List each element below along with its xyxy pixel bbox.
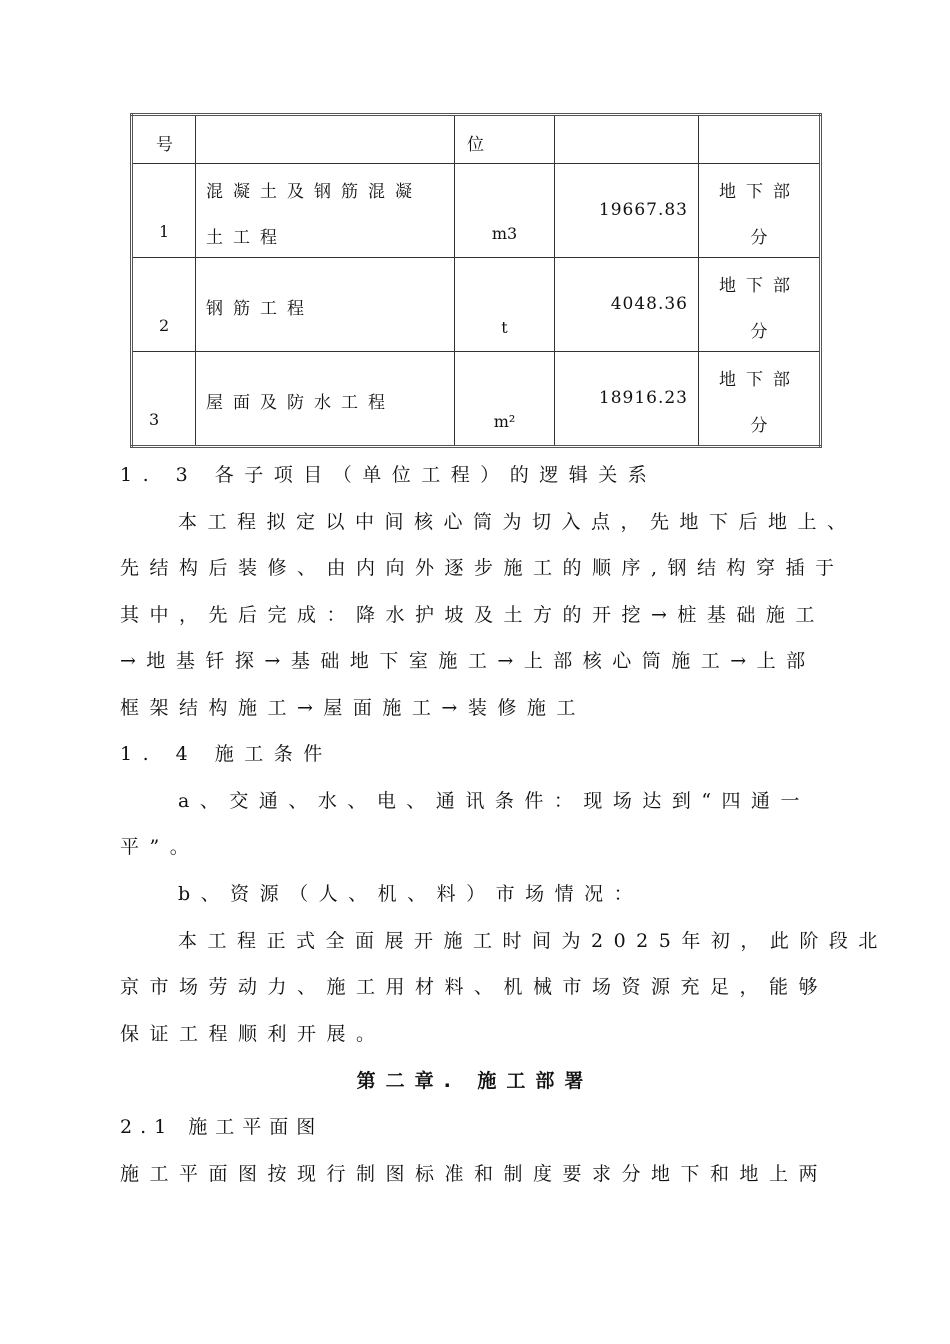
row-no-cell [132, 352, 196, 447]
row-name-line1: 混凝土及钢筋混凝 [206, 182, 422, 202]
row-qty: 19667.83 [598, 200, 688, 220]
row-remark-line1: 地下部 [719, 370, 800, 390]
paragraph-line: 其中，先后完成：降水护坡及土方的开挖→桩基础施工 [120, 604, 825, 626]
table-row [132, 352, 821, 447]
row-no-cell [132, 164, 196, 258]
table-row [132, 258, 821, 352]
chapter-heading: 第二章. 施工部署 [356, 1070, 594, 1092]
paragraph-line: →地基钎探→基础地下室施工→上部核心筒施工→上部 [120, 650, 816, 672]
paragraph-line: 施工平面图按现行制图标准和制度要求分地下和地上两 [120, 1163, 829, 1185]
row-remark-line2: 分 [750, 416, 768, 436]
row-no-cell [132, 258, 196, 352]
row-remark-line1: 地下部 [719, 182, 800, 202]
header-no: 号 [156, 135, 173, 155]
row-unit: t [501, 318, 508, 337]
row-name-cell [196, 258, 455, 352]
table-row [132, 164, 821, 258]
header-remark-cell [699, 115, 821, 164]
header-qty-cell [555, 115, 699, 164]
section-1-3-heading: 1. 3 各子项目（单位工程）的逻辑关系 [120, 464, 658, 486]
paragraph-line: 本工程拟定以中间核心筒为切入点，先地下后地上、 [178, 511, 857, 533]
table-header-row [132, 115, 821, 164]
paragraph-line: 平”。 [120, 836, 200, 858]
row-unit-cell [455, 164, 555, 258]
header-name-cell [196, 115, 455, 164]
row-unit: m3 [491, 224, 518, 243]
header-unit: 位 [467, 135, 484, 155]
paragraph-line: 保证工程顺利开展。 [120, 1023, 386, 1045]
header-unit-cell [455, 115, 555, 164]
paragraph-line: 框架结构施工→屋面施工→装修施工 [120, 697, 586, 719]
row-no: 2 [159, 316, 170, 335]
row-name: 屋面及防水工程 [206, 393, 395, 413]
row-remark-cell [699, 258, 821, 352]
row-remark-line1: 地下部 [719, 276, 800, 296]
row-no: 1 [159, 222, 170, 241]
paragraph-line: b、资源（人、机、料）市场情况： [178, 883, 644, 905]
quantity-table [130, 113, 822, 448]
row-qty: 18916.23 [598, 388, 688, 408]
paragraph-line: 本工程正式全面展开施工时间为2025年初，此阶段北 [178, 930, 888, 952]
row-remark-line2: 分 [750, 322, 768, 342]
paragraph-line: 京市场劳动力、施工用材料、机械市场资源充足，能够 [120, 976, 829, 998]
row-unit-cell [455, 258, 555, 352]
row-qty: 4048.36 [610, 294, 688, 314]
row-qty-cell [555, 164, 699, 258]
row-name-cell [196, 352, 455, 447]
section-1-4-heading: 1. 4 施工条件 [120, 743, 333, 765]
row-remark-cell [699, 164, 821, 258]
header-no-cell [132, 115, 196, 164]
row-qty-cell [555, 258, 699, 352]
row-unit-cell [455, 352, 555, 447]
row-unit: m² [493, 412, 516, 431]
row-name-line2: 土工程 [206, 228, 287, 248]
section-2-1-heading: 2.1 施工平面图 [120, 1116, 324, 1138]
row-name: 钢筋工程 [206, 299, 314, 319]
paragraph-line: 先结构后装修、由内向外逐步施工的顺序,钢结构穿插于 [120, 557, 845, 579]
row-name-cell [196, 164, 455, 258]
paragraph-line: a、交通、水、电、通讯条件：现场达到“四通一 [178, 790, 811, 812]
row-remark-line2: 分 [750, 228, 768, 248]
row-qty-cell [555, 352, 699, 447]
row-no: 3 [149, 410, 160, 429]
row-remark-cell [699, 352, 821, 447]
